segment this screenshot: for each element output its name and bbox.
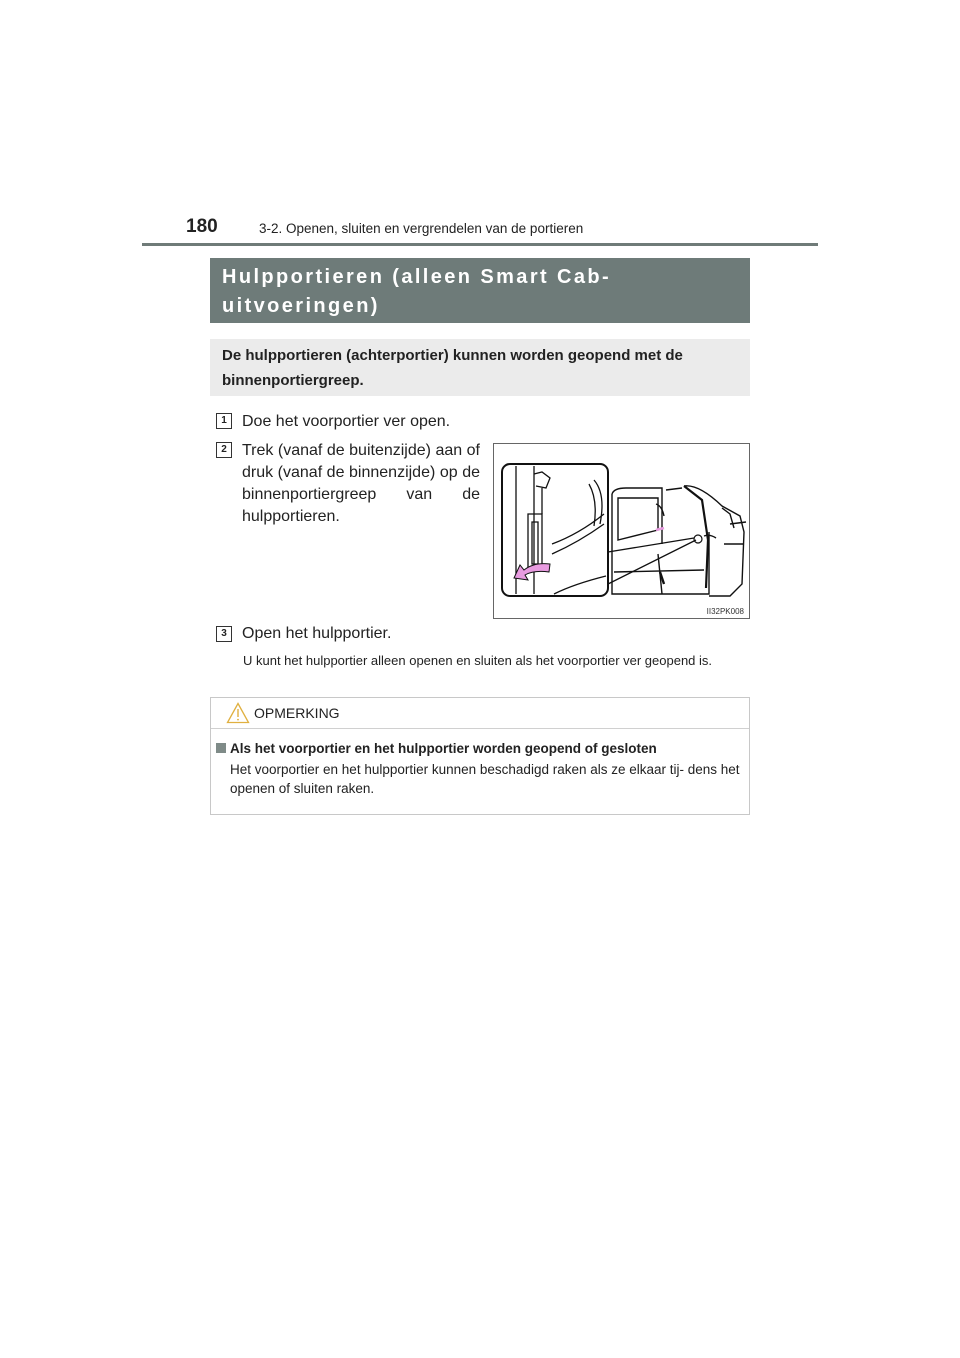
step-3-text: Open het hulpportier. [242,625,392,642]
step-1-text: Doe het voorportier ver open. [242,413,451,430]
step-2-text: Trek (vanaf de buitenzijde) aan of druk (vanaf de binnenzijde) op de binnenportiergreep van de hulpportieren. [242,442,480,525]
notice-heading [216,741,657,756]
page-number: 180 [186,216,218,237]
notice-label: OPMERKING [254,705,340,721]
bullet-square-icon [216,743,226,753]
intro-box: De hulpportieren (achterportier) kunnen worden geopend met de binnenportiergreep. [210,339,750,396]
figure-code: II32PK008 [706,607,744,616]
section-title-line-2: uitvoeringen) [222,295,380,317]
door-handle-figure [493,443,750,619]
section-title [210,258,750,323]
notice-header [211,698,749,729]
step-1-number: 1 [216,413,232,429]
warning-triangle-icon [226,702,250,724]
section-title-line-1: Hulpportieren (alleen Smart Cab- [222,266,612,288]
step-3-number: 3 [216,626,232,642]
step-3-note: U kunt het hulpportier alleen openen en sluiten als het voorportier ver geopend is. [243,653,713,668]
notice-box [210,697,750,815]
notice-heading-text: Als het voorportier en het hulpportier worden geopend of gesloten [230,741,657,756]
door-handle-illustration [494,444,749,618]
running-header: 3-2. Openen, sluiten en vergrendelen van de portieren [259,221,584,236]
step-2-number: 2 [216,442,232,458]
header-rule [142,243,818,246]
notice-body: Het voorportier en het hulpportier kunnen beschadigd raken als ze elkaar tij- dens het openen of sluiten raken. [230,762,740,796]
